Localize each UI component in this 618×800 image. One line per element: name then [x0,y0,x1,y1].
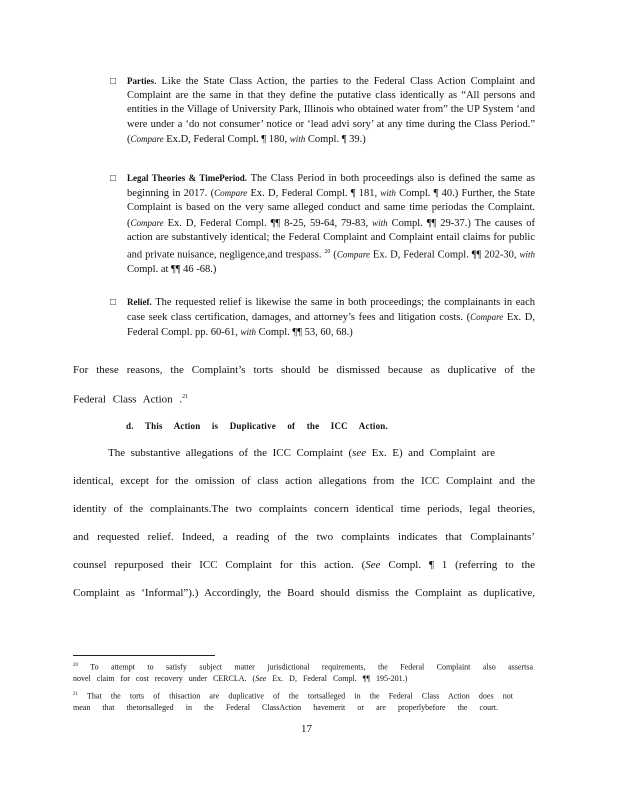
bullet-text: ( [330,249,337,261]
citation-signal: with [240,327,256,338]
footnote-20-line2: novel claim for cost recovery under CERCLA. (See Ex. D, Federal Compl. ¶¶ 195-201.) [73,674,408,683]
page-number: 17 [301,723,312,735]
bullet-relief [127,295,535,341]
para2-line2: identical, except for the omission of class action allegations from the ICC Complaint and the [73,475,535,487]
bullet-text: Compl. at ¶¶ 46 -68.) [127,263,217,275]
footnote-ref: 20 [324,249,331,256]
bullet-text: . Like the State Class Action, the parties to the Federal Class Action Complaint and Complaint are the same in that they define the putative class identically as “All persons and entities in the Village of University Park, Illinois who obtained water from” the UP System ‘and were under a ‘do not consumer’ notice or ‘lead advi sory’ at any time during the Class Period.” ( [127,76,535,145]
citation-signal: with [519,249,535,260]
para2-line6: Complaint as ‘Informal”).) Accordingly, the Board should dismiss the Complaint as duplicative, [73,587,535,599]
citation-signal: with [289,133,306,144]
footnote-21-line2: mean that thetortsalleged in the Federal ClassAction havemerit or are properlybefore the court. [73,703,498,712]
bullet-parties [127,74,535,147]
citation-signal: Compare [130,133,164,144]
bullet-legal-theories [127,171,535,277]
bullet-text: Ex.D, Federal Compl. ¶ 180, [163,133,290,145]
bullet-text: Compl. ¶¶ 29-37.) The causes of action are substantively identical; the Federal Complaint and Complaint entail claims for public and private nuisance, negligence,and trespass. [127,217,535,261]
bullet-text: The requested relief is likewise the same in both proceedings; the complainants in each case seek class certification, damages, and attorney’s fees and litigation costs. ( [127,297,535,324]
citation-signal: Compare [470,312,504,323]
bullet-text: Ex. D, Federal Compl. ¶¶ 202-30, [369,249,520,261]
bullet-glyph-legal-theories: □ [110,173,117,184]
citation-signal: Compare [130,217,164,228]
section-heading-d: d. This Action is Duplicative of the ICC Action. [126,421,388,431]
para2-line3: identity of the complainants.The two complaints concern identical time periods, legal theories, [73,503,535,515]
bullet-heading: Parties [127,76,154,86]
bullet-glyph-relief: □ [110,297,117,308]
bullet-text: Ex. D, Federal Compl. ¶¶ 8-25, 59-64, 79-83, [163,217,373,229]
bullet-heading: Relief. [127,297,152,307]
para2-line4: and requested relief. Indeed, a reading of the two complaints indicates that Complainants’ [73,531,535,543]
citation-signal: Compare [214,188,248,199]
bullet-text: Ex. D, Federal Compl. pp. 60-61, [127,312,535,339]
bullet-heading: Legal Theories & TimePeriod. [127,173,248,183]
citation-signal: with [372,217,388,228]
para-reasons-line1: For these reasons, the Complaint’s torts should be dismissed because as duplicative of the [73,364,535,376]
bullet-text: Compl. ¶ 39.) [305,133,366,145]
citation-signal: Compare [336,249,370,260]
footnote-rule [73,655,215,656]
para-reasons-line2: Federal Class Action .$^{21}$ [73,393,189,406]
footnote-21-line1: $^{21}$ That the torts of thisaction are duplicative of the tortsalleged in the Federal Class Action does not [73,691,514,701]
bullet-glyph-parties: □ [110,76,117,87]
para2-line5: counsel repurposed their ICC Complaint for this action. (See Compl. ¶ 1 (referring to the [73,559,535,571]
bullet-text: Compl. ¶ 40.) Further, the State Complaint is based on the very same alleged conduct and same time periodas the Complaint. ( [127,188,536,229]
bullet-text: Ex. D, Federal Compl. ¶ 181, [247,188,381,200]
citation-signal: with [380,188,396,199]
bullet-text: Compl. ¶¶ 53, 60, 68.) [255,327,353,339]
para2-line1: The substantive allegations of the ICC Complaint (see Ex. E) and Complaint are [108,447,496,459]
footnote-20-line1: $^{20}$ To attempt to satisfy subject matter jurisdictional requirements, the Federal Complaint also assertsa [73,662,533,672]
footnote-ref-21: 21 [182,394,189,400]
bullet-text: The Class Period in both proceedings also is defined the same as beginning in 2017. ( [127,173,535,200]
